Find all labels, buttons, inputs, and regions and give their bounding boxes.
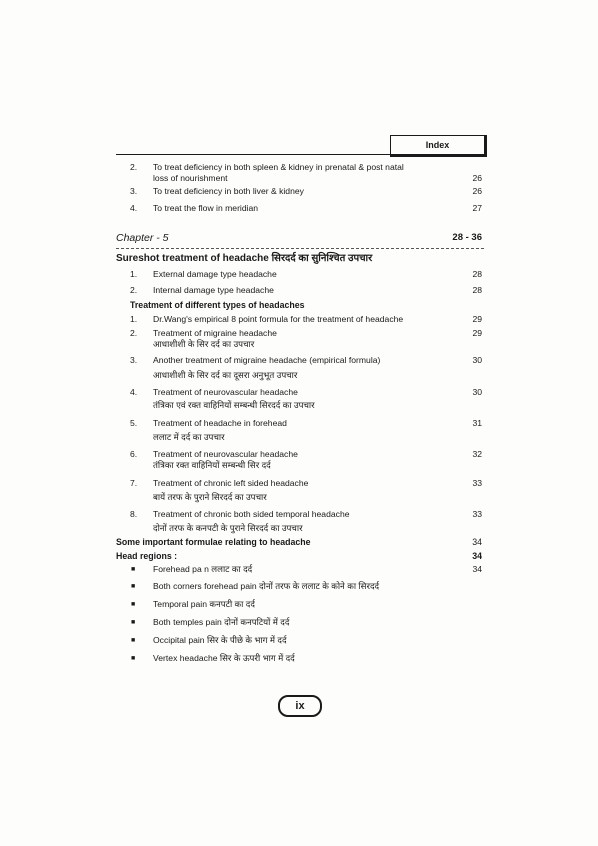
chapter-label: Chapter - 5 bbox=[116, 232, 169, 244]
toc-entry: 4. To treat the flow in meridian 27 bbox=[130, 203, 482, 213]
bullet: ■ bbox=[131, 619, 136, 626]
index-label: Index bbox=[425, 140, 450, 150]
page-number: 34 bbox=[472, 564, 482, 574]
toc-entry: 6. Treatment of neurovascular headache तंत्रिका रक्त वाहिनियों सम्बन्धी सिर दर्द 32 bbox=[130, 449, 482, 470]
list-item: ■ Vertex headache सिर के ऊपरी भाग में दर्द bbox=[131, 653, 295, 663]
toc-entry: 5. Treatment of headache in forehead ललाट में दर्द का उपचार 31 bbox=[130, 418, 482, 442]
page-number: 33 bbox=[472, 509, 482, 519]
page-number: 26 bbox=[472, 186, 482, 196]
toc-entry: 3. To treat deficiency in both liver & kidney 26 bbox=[130, 186, 482, 196]
page-number: 26 bbox=[472, 173, 482, 183]
formulae-heading: Some important formulae relating to headache 34 bbox=[116, 537, 482, 547]
toc-entry: 4. Treatment of neurovascular headache तंत्रिका एवं रक्त वाहिनियों सम्बन्धी सिरदर्द का उपचार 30 bbox=[130, 387, 482, 410]
toc-entry: 7. Treatment of chronic left sided headache बायें तरफ के पुराने सिरदर्द का उपचार 33 bbox=[130, 478, 482, 502]
list-item: ■ Both temples pain दोनों कनपटियों में दर्द bbox=[131, 617, 290, 627]
page-number: 27 bbox=[472, 203, 482, 213]
toc-content bbox=[116, 162, 484, 664]
bullet: ■ bbox=[131, 601, 136, 608]
page-number-roman: ix bbox=[295, 700, 305, 712]
bullet: ■ bbox=[131, 655, 136, 662]
toc-entry: 1. Dr.Wang's empirical 8 point formula for the treatment of headache 29 bbox=[130, 314, 482, 324]
toc-entry: 2. To treat deficiency in both spleen & kidney in prenatal & post natal loss of nourishment 26 bbox=[130, 162, 482, 183]
page-number: 28 bbox=[472, 269, 482, 279]
list-item: ■ Occipital pain सिर के पीछे के भाग में दर्द bbox=[131, 635, 287, 645]
page-number: 30 bbox=[472, 387, 482, 397]
page-number: 28 bbox=[472, 285, 482, 295]
head-regions-heading: Head regions : 34 bbox=[116, 551, 482, 561]
header-rule bbox=[116, 154, 484, 155]
page-number: 30 bbox=[472, 355, 482, 365]
page-number: 32 bbox=[472, 449, 482, 459]
list-item: ■ Temporal pain कनपटी का दर्द bbox=[131, 599, 255, 609]
bullet: ■ bbox=[131, 637, 136, 644]
chapter-heading bbox=[116, 232, 484, 246]
page-number-footer bbox=[278, 695, 322, 717]
subsection-title: Treatment of different types of headaches bbox=[130, 300, 305, 310]
page-number: 33 bbox=[472, 478, 482, 488]
chapter-pages: 28 - 36 bbox=[452, 232, 482, 243]
toc-entry: 2. Internal damage type headache 28 bbox=[130, 285, 482, 295]
page-number: 29 bbox=[472, 328, 482, 338]
page-number: 34 bbox=[472, 551, 482, 561]
page-number: 34 bbox=[472, 537, 482, 547]
page-number: 31 bbox=[472, 418, 482, 428]
bullet: ■ bbox=[131, 566, 136, 573]
section-title: Sureshot treatment of headache सिरदर्द का सुनिश्चित उपचार bbox=[116, 253, 373, 264]
toc-entry: 2. Treatment of migraine headache आधाशीशी के सिर दर्द का उपचार 29 bbox=[130, 328, 482, 349]
bullet: ■ bbox=[131, 583, 136, 590]
toc-entry: 3. Another treatment of migraine headache (empirical formula) आधाशीशी के सिर दर्द का दूसरा अनुभूत उपचार 30 bbox=[130, 355, 482, 380]
chapter-divider bbox=[116, 248, 484, 249]
page-number: 29 bbox=[472, 314, 482, 324]
toc-entry: 8. Treatment of chronic both sided temporal headache दोनों तरफ के कनपटी के पुराने सिरदर्द का उपचार 33 bbox=[130, 509, 482, 533]
list-item: ■ Both corners forehead pain दोनों तरफ के ललाट के कोने का सिरदर्द bbox=[131, 581, 380, 591]
list-item: ■ Forehead pa n ललाट का दर्द 34 bbox=[131, 564, 482, 574]
toc-entry: 1. External damage type headache 28 bbox=[130, 269, 482, 279]
